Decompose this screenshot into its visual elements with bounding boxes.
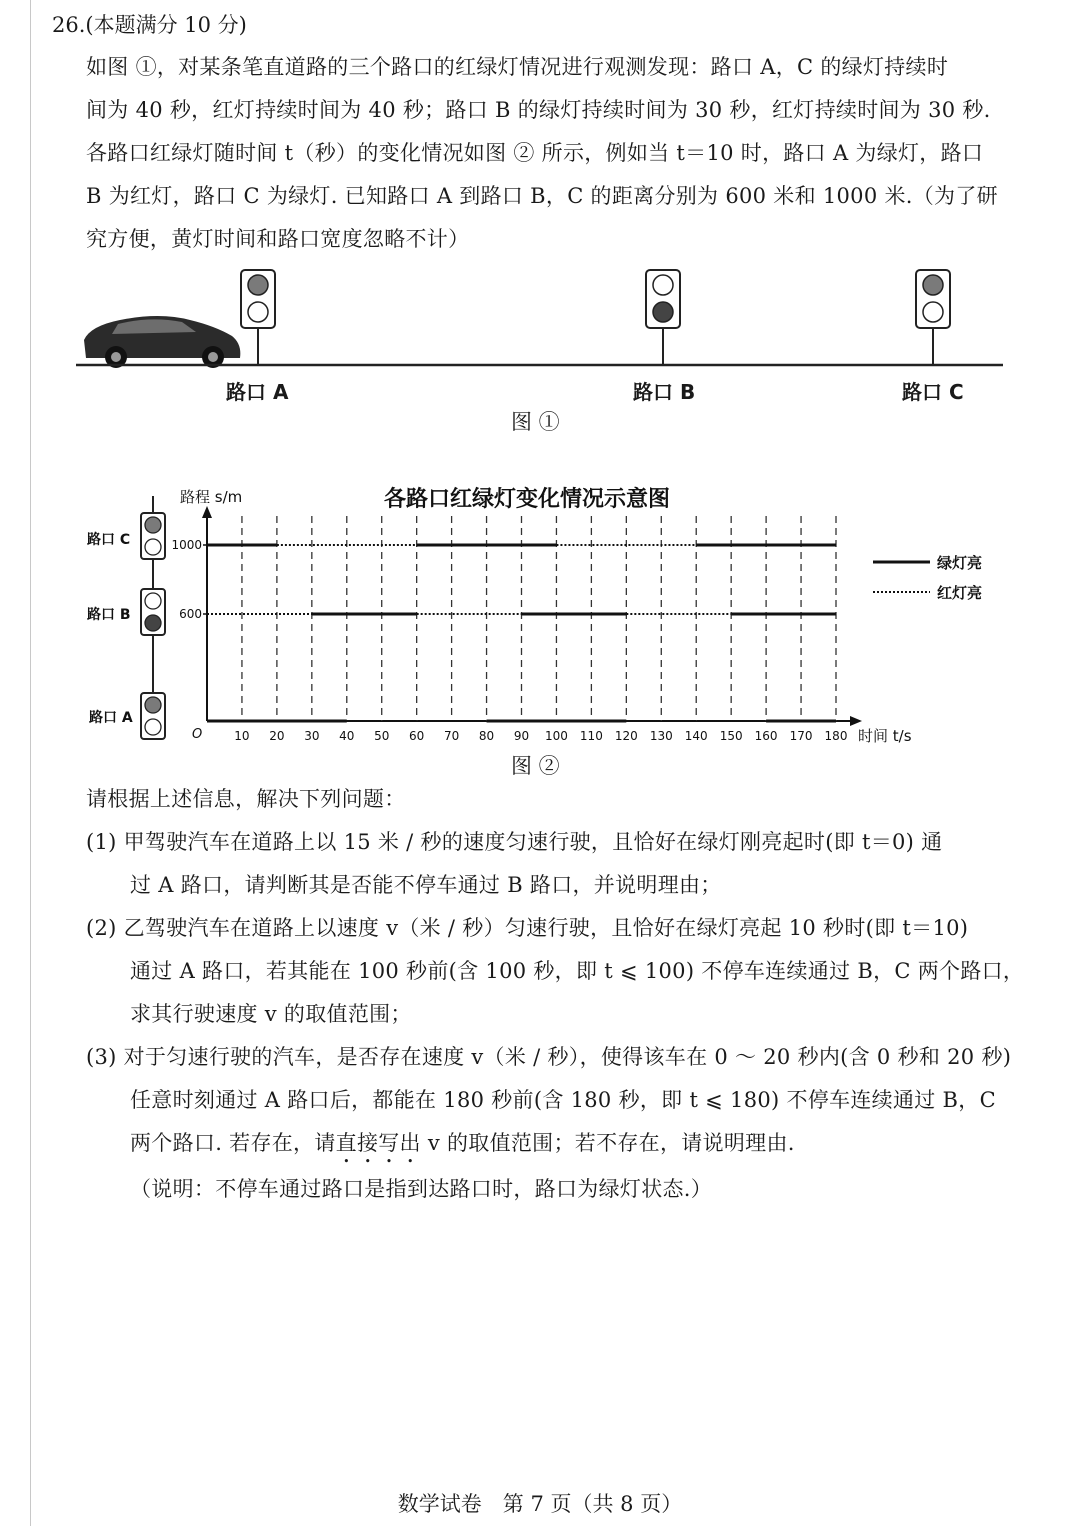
x-tick-label: 60 <box>409 729 425 743</box>
q3-line <box>86 1122 1036 1168</box>
figure1-caption: 图 ① <box>511 410 560 434</box>
car-icon <box>84 316 240 368</box>
side-light-b-icon <box>141 589 165 635</box>
y-tick-label: 600 <box>179 607 202 621</box>
x-tick-label: 10 <box>234 729 250 743</box>
q3-line: 任意时刻通过 A 路口后，都能在 180 秒前(含 180 秒，即 t ⩽ 180) 不停车连续通过 B，C <box>130 1088 996 1112</box>
x-tick-label: 160 <box>754 729 778 743</box>
x-tick-label: 20 <box>269 729 285 743</box>
q3-line3-post: v 的取值范围；若不存在，请说明理由. <box>420 1131 795 1155</box>
side-label-b: 路口 B <box>87 607 131 623</box>
legend-red-label: 红灯亮 <box>937 584 983 602</box>
q1-line: (1) 甲驾驶汽车在道路上以 15 米 / 秒的速度匀速行驶，且恰好在绿灯刚亮起时(即 t＝0) 通 <box>86 830 943 854</box>
x-tick-label: 70 <box>443 729 460 743</box>
q2-line: 通过 A 路口，若其能在 100 秒前(含 100 秒，即 t ⩽ 100) 不停车连续通过 B，C 两个路口， <box>130 959 1025 983</box>
origin-label: O <box>192 727 203 742</box>
side-light-a-icon <box>141 693 165 739</box>
intro-line: 间为 40 秒，红灯持续时间为 40 秒；路口 B 的绿灯持续时间为 30 秒，红灯持续时间为 30 秒. <box>86 98 991 122</box>
prompt-line: 请根据上述信息，解决下列问题： <box>86 787 406 811</box>
side-lights-diagram <box>141 496 165 739</box>
questions-block <box>86 778 1036 1211</box>
q1-line: 过 A 路口，请判断其是否能不停车通过 B 路口，并说明理由； <box>130 873 722 897</box>
x-tick-label: 130 <box>649 729 673 743</box>
x-tick-label: 140 <box>684 729 708 743</box>
x-tick-label: 150 <box>719 729 743 743</box>
q3-emphasis-text: 直接写出 <box>335 1131 421 1155</box>
legend-green-label: 绿灯亮 <box>937 554 983 572</box>
figure2-caption: 图 ② <box>511 754 560 778</box>
page-margin-line <box>30 0 31 1526</box>
side-label-c: 路口 C <box>87 532 131 548</box>
intro-line: 究方便，黄灯时间和路口宽度忽略不计） <box>86 227 470 251</box>
q3-line: (3) 对于匀速行驶的汽车，是否存在速度 v（米 / 秒），使得该车在 0 ～ 20 秒内(含 0 秒和 20 秒) <box>86 1045 1012 1069</box>
question-header: 26.(本题满分 10 分) <box>52 13 247 37</box>
traffic-light-b-icon <box>646 270 680 365</box>
road-label-b: 路口 B <box>633 380 696 404</box>
q2-line: 求其行驶速度 v 的取值范围； <box>130 1002 412 1026</box>
y-axis-label: 路程 s/m <box>180 488 243 506</box>
x-tick-label: 170 <box>789 729 813 743</box>
x-tick-label: 50 <box>374 729 390 743</box>
road-label-a: 路口 A <box>226 380 289 404</box>
intro-line: B 为红灯，路口 C 为绿灯. 已知路口 A 到路口 B，C 的距离分别为 600 米和 1000 米.（为了研 <box>86 184 998 208</box>
page-footer: 数学试卷 第 7 页（共 8 页） <box>397 1492 683 1516</box>
y-tick-label: 1000 <box>171 538 202 552</box>
intro-line: 各路口红绿灯随时间 t（秒）的变化情况如图 ② 所示，例如当 t＝10 时，路口 A 为绿灯，路口 <box>86 141 984 165</box>
side-label-a: 路口 A <box>89 710 133 726</box>
chart-title: 各路口红绿灯变化情况示意图 <box>383 487 671 512</box>
traffic-light-a-icon <box>241 270 275 365</box>
x-tick-label: 40 <box>339 729 355 743</box>
road-label-c: 路口 C <box>902 380 964 404</box>
q3-line3-pre: 两个路口. 若存在，请 <box>130 1131 336 1155</box>
x-tick-label: 80 <box>478 729 495 743</box>
question-intro <box>86 46 1036 261</box>
intro-line: 如图 ①，对某条笔直道路的三个路口的红绿灯情况进行观测发现：路口 A，C 的绿灯持续时 <box>86 55 949 79</box>
traffic-light-c-icon <box>916 270 950 365</box>
x-tick-label: 100 <box>544 729 568 743</box>
note-line: （说明：不停车通过路口是指到达路口时，路口为绿灯状态.） <box>130 1177 713 1201</box>
traffic-light-chart <box>0 476 1080 756</box>
x-tick-label: 30 <box>304 729 320 743</box>
q2-line: (2) 乙驾驶汽车在道路上以速度 v（米 / 秒）匀速行驶，且恰好在绿灯亮起 10 秒时(即 t＝10) <box>86 916 969 940</box>
x-tick-label: 90 <box>513 729 530 743</box>
x-tick-label: 110 <box>579 729 603 743</box>
x-tick-label: 120 <box>614 729 638 743</box>
x-axis-label: 时间 t/s <box>858 727 912 745</box>
figure1-road-diagram <box>0 262 1080 382</box>
side-light-c-icon <box>141 513 165 559</box>
y-axis-arrow-icon <box>202 506 212 518</box>
x-axis-arrow-icon <box>850 716 862 726</box>
x-tick-label: 180 <box>824 729 848 743</box>
